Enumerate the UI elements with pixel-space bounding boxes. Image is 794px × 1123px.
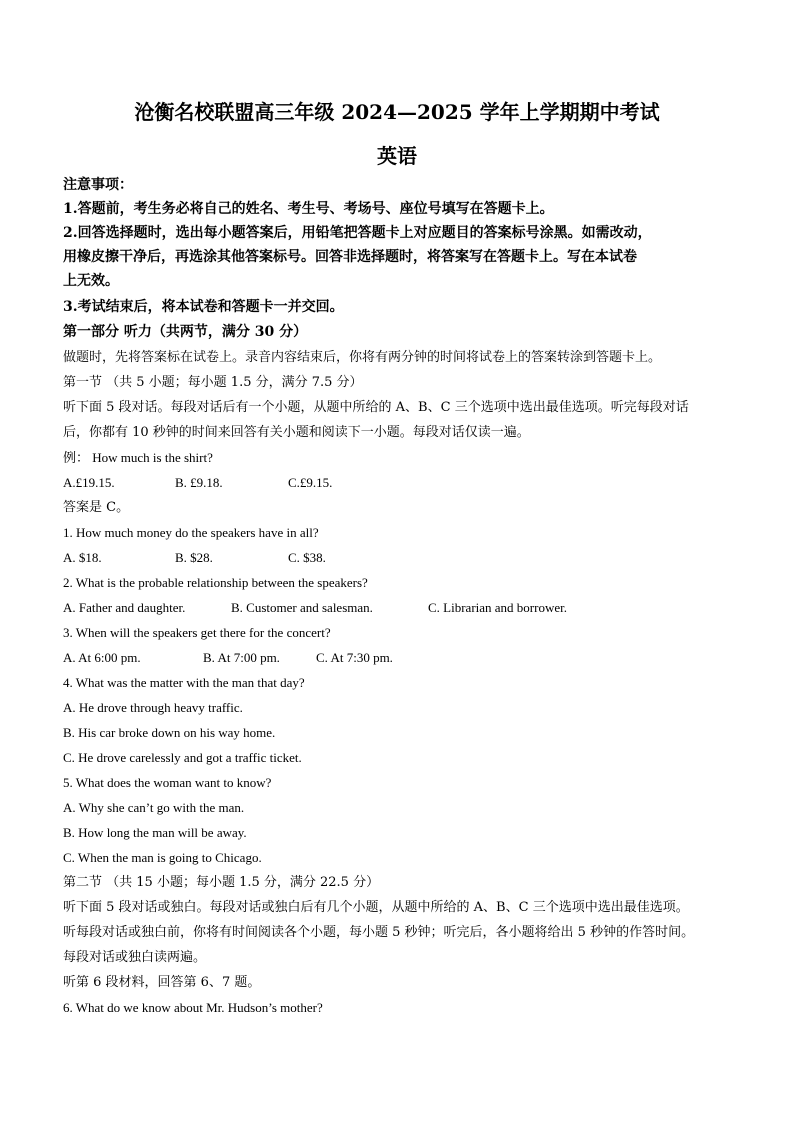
q3-option-b: B. At 7:00 pm. (203, 650, 280, 665)
section2-instruction-line-2: 听每段对话或独白前，你将有时间阅读各个小题，每小题 5 秒钟；听完后，各小题将给出 5 秒钟的作答时间。 (63, 925, 695, 940)
example-option-c: C.£9.15. (288, 475, 333, 490)
section1-instruction-line-1: 听下面 5 段对话。每段对话后有一个小题，从题中所给的 A、B、C 三个选项中选出最佳选项。听完每段对话 (63, 400, 689, 415)
q5-option-b: B. How long the man will be away. (63, 825, 247, 840)
question-1: 1. How much money do the speakers have in all? (63, 525, 319, 540)
q2-option-b: B. Customer and salesman. (231, 600, 373, 615)
example-option-a: A.£19.15. (63, 475, 115, 490)
question-4: 4. What was the matter with the man that day? (63, 675, 305, 690)
section2-instruction-line-1: 听下面 5 段对话或独白。每段对话或独白后有几个小题，从题中所给的 A、B、C 三个选项中选出最佳选项。 (63, 900, 689, 915)
question-2: 2. What is the probable relationship between the speakers? (63, 575, 368, 590)
section1-instruction-line-2: 后，你都有 10 秒钟的时间来回答有关小题和阅读下一小题。每段对话仅读一遍。 (63, 425, 530, 440)
exam-title: 沧衡名校联盟高三年级 2024—2025 学年上学期期中考试 (134, 100, 660, 124)
section2-heading: 第二节 （共 15 小题；每小题 1.5 分，满分 22.5 分） (63, 875, 380, 890)
example-option-b: B. £9.18. (175, 475, 223, 490)
q4-option-c: C. He drove carelessly and got a traffic ticket. (63, 750, 302, 765)
part1-heading: 第一部分 听力（共两节，满分 30 分） (63, 324, 308, 340)
question-5: 5. What does the woman want to know? (63, 775, 272, 790)
material-6-heading: 听第 6 段材料，回答第 6、7 题。 (63, 975, 261, 990)
question-3: 3. When will the speakers get there for the concert? (63, 625, 331, 640)
notice-item-2-line-1: 2.回答选择题时，选出每小题答案后，用铅笔把答题卡上对应题目的答案标号涂黑。如需改动， (63, 225, 652, 241)
question-2-options (63, 599, 743, 617)
q1-option-a: A. $18. (63, 550, 102, 565)
question-3-options (63, 649, 743, 667)
q1-option-b: B. $28. (175, 550, 213, 565)
question-6: 6. What do we know about Mr. Hudson’s mother? (63, 1000, 323, 1015)
notice-item-1: 1.答题前，考生务必将自己的姓名、考生号、考场号、座位号填写在答题卡上。 (63, 201, 554, 217)
q4-option-b: B. His car broke down on his way home. (63, 725, 276, 740)
q1-option-c: C. $38. (288, 550, 326, 565)
question-1-options (63, 549, 743, 567)
notice-item-3: 3.考试结束后，将本试卷和答题卡一并交回。 (63, 299, 344, 315)
q3-option-a: A. At 6:00 pm. (63, 650, 141, 665)
q5-option-c: C. When the man is going to Chicago. (63, 850, 262, 865)
notice-item-2-line-2: 用橡皮擦干净后，再选涂其他答案标号。回答非选择题时，将答案写在答题卡上。写在本试卷 (63, 249, 637, 265)
q2-option-c: C. Librarian and borrower. (428, 600, 567, 615)
q4-option-a: A. He drove through heavy traffic. (63, 700, 243, 715)
notice-item-2-line-3: 上无效。 (63, 273, 119, 289)
section1-heading: 第一节 （共 5 小题；每小题 1.5 分，满分 7.5 分） (63, 375, 363, 390)
example-question: 例： How much is the shirt? (63, 450, 213, 465)
q3-option-c: C. At 7:30 pm. (316, 650, 393, 665)
example-answer: 答案是 C。 (63, 500, 130, 515)
example-options (63, 474, 743, 492)
notice-heading: 注意事项： (63, 177, 133, 193)
subject-title: 英语 (377, 144, 417, 168)
q2-option-a: A. Father and daughter. (63, 600, 186, 615)
part1-instruction: 做题时，先将答案标在试卷上。录音内容结束后，你将有两分钟的时间将试卷上的答案转涂到答题卡上。 (63, 350, 662, 365)
section2-instruction-line-3: 每段对话或独白读两遍。 (63, 950, 207, 965)
q5-option-a: A. Why she can’t go with the man. (63, 800, 245, 815)
